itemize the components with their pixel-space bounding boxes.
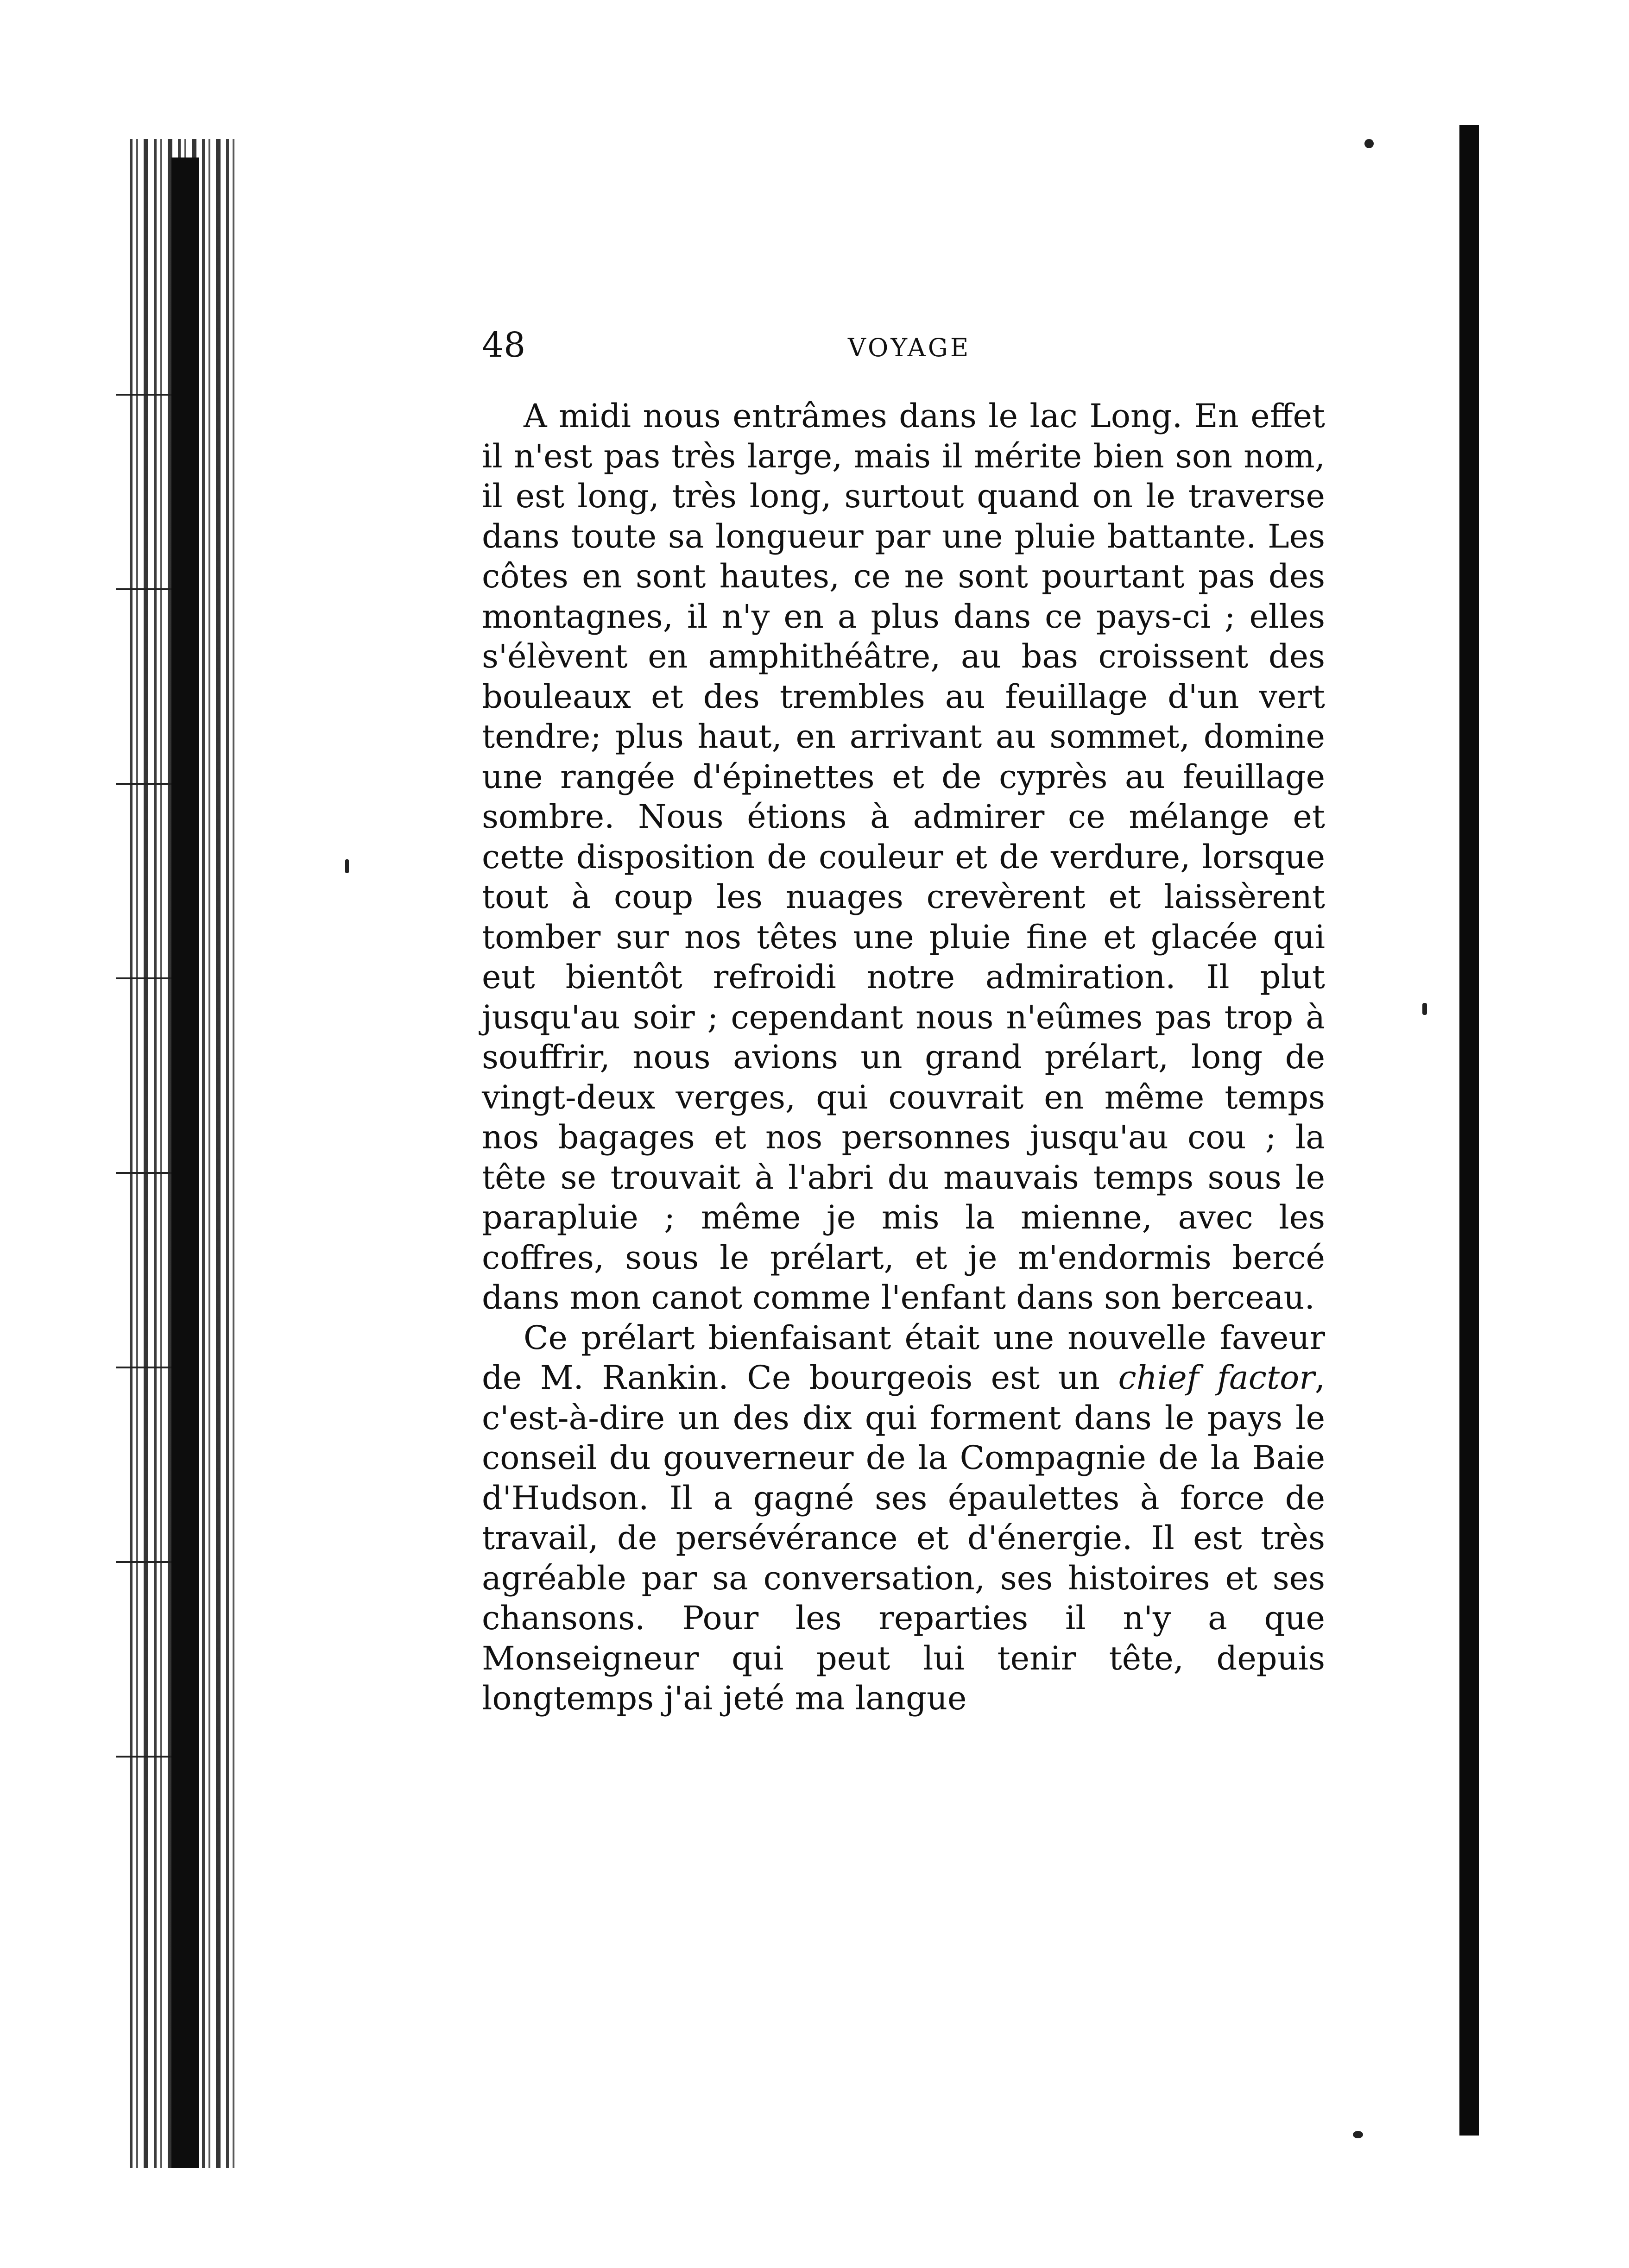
running-head: VOYAGE	[848, 333, 971, 362]
gutter-marks	[116, 301, 171, 1876]
binding-shadow-left	[171, 158, 199, 2168]
text-run: , c'est-à-dire un des dix qui forment dans le pays le conseil du gouverneur de la Compagnie de la Baie d'Hudson. Il a gagné ses épaulettes à force de travail, de persévérance et d'énergie. Il est très agréable par sa conversation, ses histoires et ses chansons. Pour les reparties il n'y a que Monseigneur qui peut lui tenir tête, depuis longtemps j'ai jeté ma langue	[482, 1359, 1325, 1717]
text-run: A midi nous entrâmes dans le lac Long. En effet il n'est pas très large, mais il mérite bien son nom, il est long, très long, surtout quand on le traverse dans toute sa longueur par une pluie battante. Les côtes en sont hautes, ce ne sont pourtant pas des montagnes, il n'y en a plus dans ce pays-ci ; elles s'élèvent en amphithéâtre, au bas croissent des bouleaux et des trembles au feuillage d'un vert tendre; plus haut, en arrivant au sommet, domine une rangée d'épinettes et de cyprès au feuillage sombre. Nous étions à admirer ce mélange et cette disposition de couleur et de verdure, lorsque tout à coup les nuages crevèrent et laissèrent tomber sur nos têtes une pluie fine et glacée qui eut bientôt refroidi notre admiration. Il plut jusqu'au soir ; cependant nous n'eûmes pas trop à souffrir, nous avions un grand prélart, long de vingt-deux verges, qui couvrait en même temps nos bagages et nos personnes jusqu'au cou ; la tête se trouvait à l'abri du mauvais temps sous le parapluie ; même je mis la mienne, avec les coffres, sous le prélart, et je m'endormis bercé dans mon canot comme l'enfant dans son berceau.	[482, 397, 1325, 1317]
text-run: Ce prélart bienfaisant était une nouvelle faveur de M. Rankin. Ce bourgeois est un	[482, 1318, 1325, 1397]
scan-speck	[345, 859, 349, 873]
paragraph	[482, 396, 1325, 1318]
body-text	[482, 396, 1325, 1719]
paragraph	[482, 1318, 1325, 1719]
page-number: 48	[482, 325, 526, 365]
scan-speck	[1422, 1003, 1427, 1015]
page-edge-right	[1459, 125, 1479, 2136]
scan-speck	[1353, 2131, 1363, 2138]
italic-phrase: chief factor	[1118, 1359, 1315, 1397]
scan-speck	[1364, 139, 1374, 148]
page-header	[482, 324, 1339, 366]
